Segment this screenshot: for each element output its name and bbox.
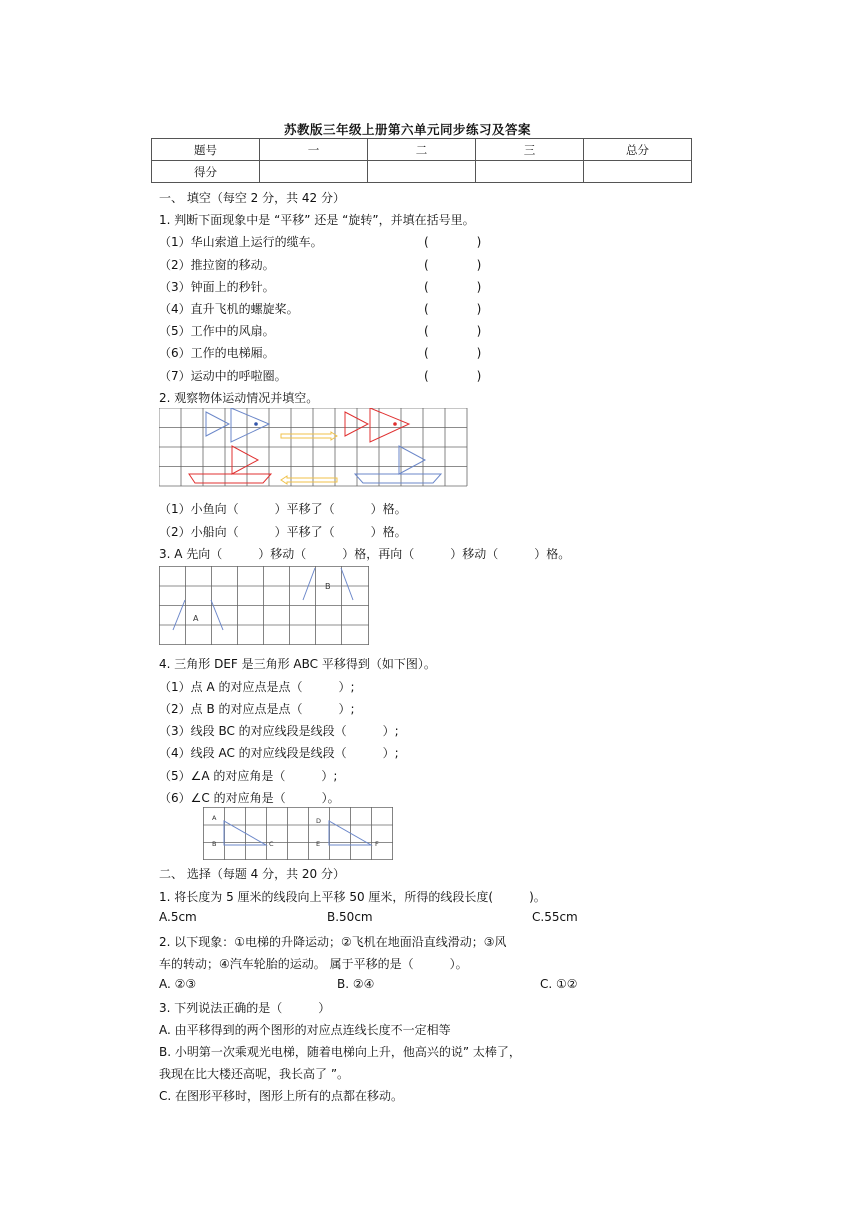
score-cell: 题号 <box>152 139 260 161</box>
q2-item: （2）小船向（ ）平移了（ ）格。 <box>159 525 407 539</box>
q1-item: （7）运动中的呼啦圈。 <box>159 369 287 383</box>
q1-answer-blank[interactable]: ( ) <box>424 324 482 338</box>
score-input-cell[interactable] <box>584 161 692 183</box>
q1-item: （5）工作中的风扇。 <box>159 324 275 338</box>
grid-lines <box>159 566 369 645</box>
score-cell: 得分 <box>152 161 260 183</box>
q1-item: （1）华山索道上运行的缆车。 <box>159 235 323 249</box>
triangle-def <box>329 821 371 845</box>
label-b: B <box>325 582 331 591</box>
label-a: A <box>193 614 199 623</box>
q4-item: （2）点 B 的对应点是点（ ）; <box>159 702 355 716</box>
q1-answer-blank[interactable]: ( ) <box>424 280 482 294</box>
point-label-f: F <box>375 840 379 848</box>
score-table-score-row <box>152 161 692 183</box>
point-label-c: C <box>269 840 274 848</box>
section2-heading: 二、 选择（每题 4 分，共 20 分） <box>159 867 345 881</box>
score-input-cell[interactable] <box>368 161 476 183</box>
grid-lines <box>203 807 393 860</box>
q2-item: （1）小鱼向（ ）平移了（ ）格。 <box>159 502 407 516</box>
s2-q1-stem: 1. 将长度为 5 厘米的线段向上平移 50 厘米，所得的线段长度( )。 <box>159 890 546 904</box>
s2-q1-option-b[interactable]: B.50cm <box>327 910 373 924</box>
q1-answer-blank[interactable]: ( ) <box>424 369 482 383</box>
score-input-cell[interactable] <box>476 161 584 183</box>
score-cell: 二 <box>368 139 476 161</box>
q4-item: （6）∠C 的对应角是（ ）。 <box>159 791 340 805</box>
score-table <box>151 138 692 183</box>
point-label-a: A <box>212 814 217 822</box>
s2-q3-option-c[interactable]: C. 在图形平移时，图形上所有的点都在移动。 <box>159 1089 404 1103</box>
q4-item: （1）点 A 的对应点是点（ ）; <box>159 680 355 694</box>
q1-item: （2）推拉窗的移动。 <box>159 258 275 272</box>
q1-answer-blank[interactable]: ( ) <box>424 346 482 360</box>
score-cell: 总分 <box>584 139 692 161</box>
fish-moved <box>345 408 409 442</box>
point-label-e: E <box>316 840 321 848</box>
q4-item: （4）线段 AC 的对应线段是线段（ ）; <box>159 746 399 760</box>
score-cell: 三 <box>476 139 584 161</box>
s2-q3-option-b-cont: 我现在比大楼还高呢，我长高了 ”。 <box>159 1067 350 1081</box>
s2-q1-option-c[interactable]: C.55cm <box>532 910 578 924</box>
q1-item: （6）工作的电梯厢。 <box>159 346 275 360</box>
q2-stem: 2. 观察物体运动情况并填空。 <box>159 391 319 405</box>
s2-q2-option-a[interactable]: A. ②③ <box>159 977 197 991</box>
s2-q2-stem-line2: 车的转动；④汽车轮胎的运动。 属于平移的是（ ）。 <box>159 957 468 971</box>
boat-original <box>189 446 271 483</box>
q1-stem: 1. 判断下面现象中是 “平移” 还是 “旋转”，并填在括号里。 <box>159 213 475 227</box>
q1-item: （4）直升飞机的螺旋桨。 <box>159 302 299 316</box>
arrow-right-icon <box>281 432 337 440</box>
q1-answer-blank[interactable]: ( ) <box>424 302 482 316</box>
s2-q3-option-b[interactable]: B. 小明第一次乘观光电梯，随着电梯向上升，他高兴的说” 太棒了， <box>159 1045 521 1059</box>
fish-boat-grid-figure <box>159 408 468 488</box>
section1-heading: 一、 填空（每空 2 分，共 42 分） <box>159 191 345 205</box>
score-table-header-row <box>152 139 692 161</box>
s2-q2-option-c[interactable]: C. ①② <box>540 977 578 991</box>
q1-answer-blank[interactable]: ( ) <box>424 235 482 249</box>
s2-q3-stem: 3. 下列说法正确的是（ ） <box>159 1001 331 1015</box>
s2-q3-option-a[interactable]: A. 由平移得到的两个图形的对应点连线长度不一定相等 <box>159 1023 451 1037</box>
arrow-left-icon <box>281 476 337 484</box>
q3-stem: 3. A 先向（ ）移动（ ）格，再向（ ）移动（ ）格。 <box>159 547 571 561</box>
q1-answer-blank[interactable]: ( ) <box>424 258 482 272</box>
point-label-d: D <box>316 817 322 825</box>
q1-item: （3）钟面上的秒针。 <box>159 280 275 294</box>
triangle-translation-grid-figure <box>203 807 395 861</box>
triangle-abc <box>224 821 266 845</box>
boat-moved <box>355 446 441 483</box>
point-label-b: B <box>212 840 217 848</box>
q4-item: （3）线段 BC 的对应线段是线段（ ）; <box>159 724 399 738</box>
q4-item: （5）∠A 的对应角是（ ）; <box>159 769 338 783</box>
s2-q2-option-b[interactable]: B. ②④ <box>337 977 375 991</box>
shape-translation-grid-figure <box>159 566 370 646</box>
score-cell: 一 <box>260 139 368 161</box>
s2-q2-stem-line1: 2. 以下现象：①电梯的升降运动；②飞机在地面沿直线滑动；③风 <box>159 935 507 949</box>
s2-q1-option-a[interactable]: A.5cm <box>159 910 197 924</box>
page-title: 苏教版三年级上册第六单元同步练习及答案 <box>284 122 532 137</box>
fish-original <box>206 408 269 442</box>
q4-stem: 4. 三角形 DEF 是三角形 ABC 平移得到（如下图）。 <box>159 657 436 671</box>
score-input-cell[interactable] <box>260 161 368 183</box>
